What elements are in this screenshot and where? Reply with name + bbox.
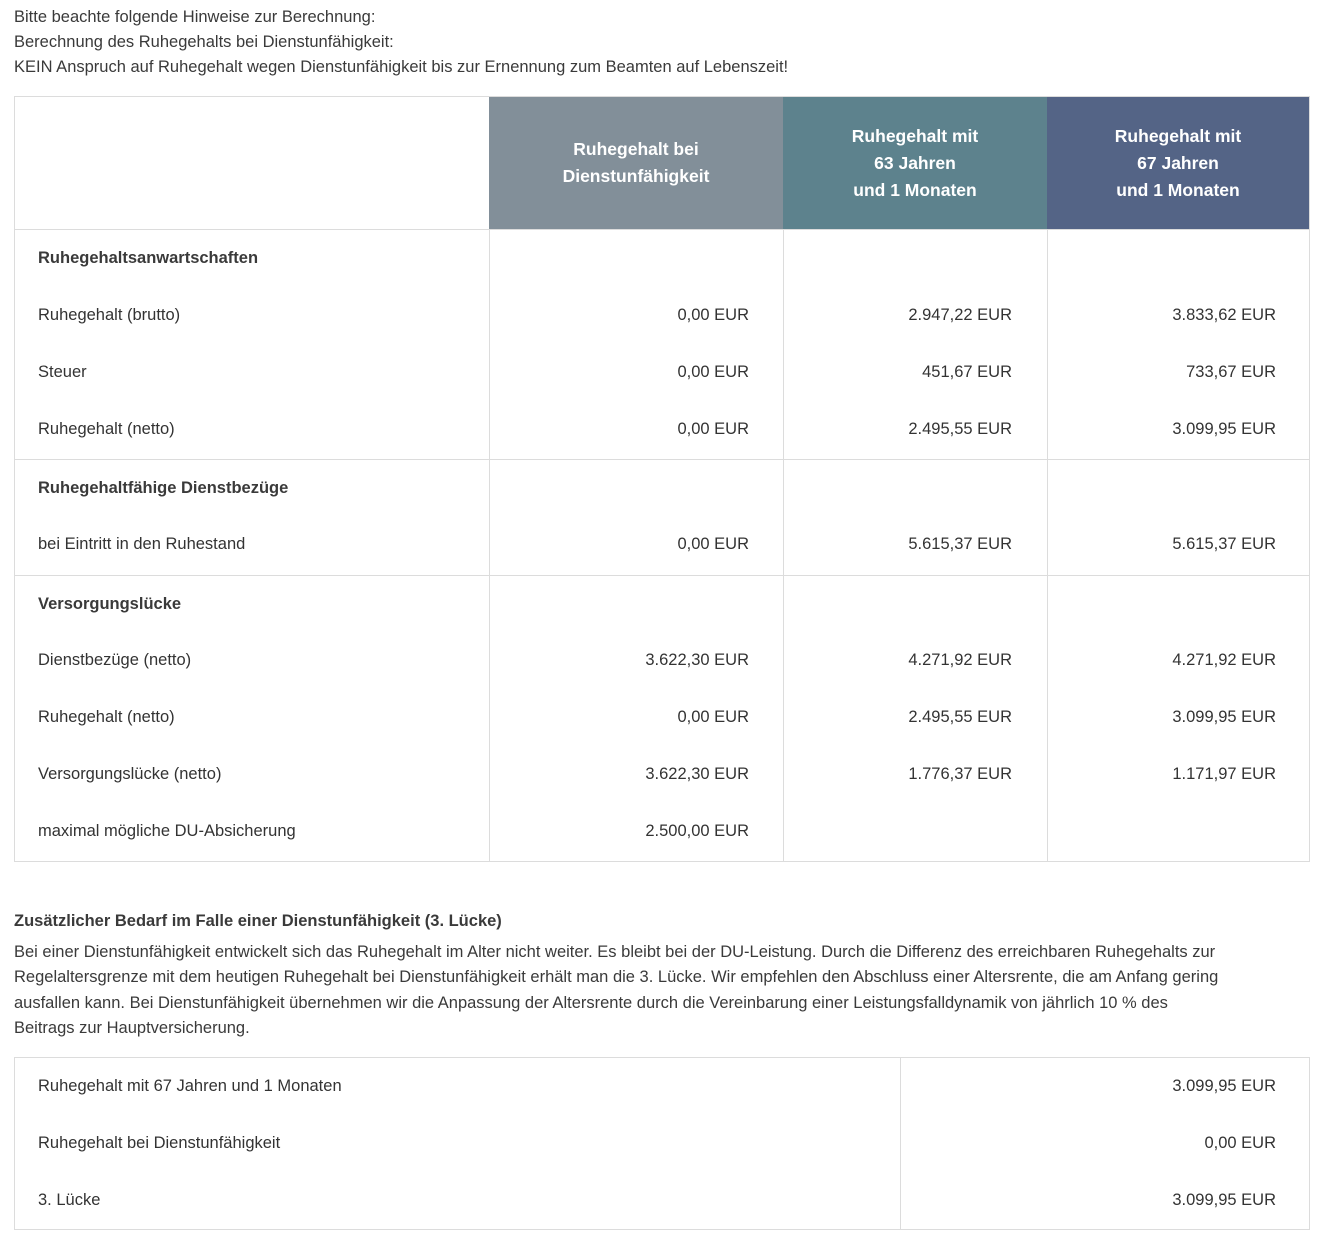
value-63: 2.495,55 EUR <box>908 708 1012 726</box>
header-line: und 1 Monaten <box>853 179 977 200</box>
value-67: 5.615,37 EUR <box>1172 535 1276 553</box>
bedarf-heading: Zusätzlicher Bedarf im Falle einer Dienstunfähigkeit (3. Lücke) <box>14 912 502 930</box>
section-title: Ruhegehaltsanwartschaften <box>38 249 259 267</box>
description-line: Beitrags zur Hauptversicherung. <box>14 1018 250 1037</box>
value-63: 1.776,37 EUR <box>908 765 1012 783</box>
value-63: 5.615,37 EUR <box>908 535 1012 553</box>
section-title: Versorgungslücke <box>38 595 182 613</box>
bedarf-description <box>14 940 1314 1041</box>
value-du: 3.622,30 EUR <box>645 765 749 783</box>
row-label: Dienstbezüge (netto) <box>38 651 192 669</box>
row-label: 3. Lücke <box>38 1191 101 1209</box>
row-value: 0,00 EUR <box>1204 1134 1276 1152</box>
header-du-pension <box>489 97 783 229</box>
value-du: 3.622,30 EUR <box>645 651 749 669</box>
value-du: 0,00 EUR <box>677 708 749 726</box>
value-63: 4.271,92 EUR <box>908 651 1012 669</box>
row-label: Ruhegehalt (netto) <box>38 420 175 438</box>
description-line: ausfallen kann. Bei Dienstunfähigkeit übernehmen wir die Anpassung der Altersrente durch die Vereinbarung einer Leistungsfalldynamik von jährlich 10 % des <box>14 993 1168 1012</box>
row-label: Ruhegehalt bei Dienstunfähigkeit <box>38 1134 281 1152</box>
value-67: 733,67 EUR <box>1186 363 1276 381</box>
note-line: Berechnung des Ruhegehalts bei Dienstunfähigkeit: <box>14 33 394 51</box>
pension-table <box>14 96 1310 862</box>
header-pension-63 <box>783 97 1047 229</box>
note-line: Bitte beachte folgende Hinweise zur Berechnung: <box>14 8 376 26</box>
row-value: 3.099,95 EUR <box>1172 1077 1276 1095</box>
value-67: 4.271,92 EUR <box>1172 651 1276 669</box>
value-63: 451,67 EUR <box>922 363 1012 381</box>
header-line: 67 Jahren <box>1137 152 1219 173</box>
header-pension-67 <box>1047 97 1309 229</box>
header-line: Ruhegehalt mit <box>851 125 979 146</box>
note-line: KEIN Anspruch auf Ruhegehalt wegen Dienstunfähigkeit bis zur Ernennung zum Beamten auf Lebenszeit! <box>14 58 789 76</box>
row-label: maximal mögliche DU-Absicherung <box>38 822 296 840</box>
description-line: Regelaltersgrenze mit dem heutigen Ruhegehalt bei Dienstunfähigkeit erhält man die 3. Lücke. Wir empfehlen den Abschluss einer Altersrente, die am Anfang gering <box>14 968 1219 987</box>
value-du: 0,00 EUR <box>677 306 749 324</box>
header-line: Ruhegehalt bei <box>573 139 699 159</box>
row-value: 3.099,95 EUR <box>1172 1191 1276 1209</box>
row-label: Ruhegehalt (brutto) <box>38 306 181 324</box>
value-du: 2.500,00 EUR <box>645 822 749 840</box>
value-du: 0,00 EUR <box>677 363 749 381</box>
header-line: und 1 Monaten <box>1116 179 1240 200</box>
row-label: bei Eintritt in den Ruhestand <box>38 535 246 553</box>
row-label: Ruhegehalt (netto) <box>38 708 175 726</box>
value-63: 2.947,22 EUR <box>908 306 1012 324</box>
value-67: 3.099,95 EUR <box>1172 420 1276 438</box>
value-du: 0,00 EUR <box>677 420 749 438</box>
value-67 <box>1047 803 1276 860</box>
row-label: Ruhegehalt mit 67 Jahren und 1 Monaten <box>38 1077 342 1095</box>
value-du: 0,00 EUR <box>677 535 749 553</box>
value-67: 3.099,95 EUR <box>1172 708 1276 726</box>
gap-table <box>14 1057 1310 1230</box>
row-label: Versorgungslücke (netto) <box>38 765 222 783</box>
header-line: Ruhegehalt mit <box>1114 125 1242 146</box>
calculation-notes <box>14 5 788 80</box>
row-label: Steuer <box>38 363 87 381</box>
value-67: 3.833,62 EUR <box>1172 306 1276 324</box>
value-63: 2.495,55 EUR <box>908 420 1012 438</box>
value-67: 1.171,97 EUR <box>1172 765 1276 783</box>
header-line: Dienstunfähigkeit <box>562 166 710 186</box>
section-title: Ruhegehaltfähige Dienstbezüge <box>38 479 289 497</box>
header-line: 63 Jahren <box>874 152 956 173</box>
value-63 <box>783 803 1012 860</box>
description-line: Bei einer Dienstunfähigkeit entwickelt sich das Ruhegehalt im Alter nicht weiter. Es bleibt bei der DU-Leistung. Durch die Differenz des erreichbaren Ruhegehalts zur <box>14 943 1216 961</box>
